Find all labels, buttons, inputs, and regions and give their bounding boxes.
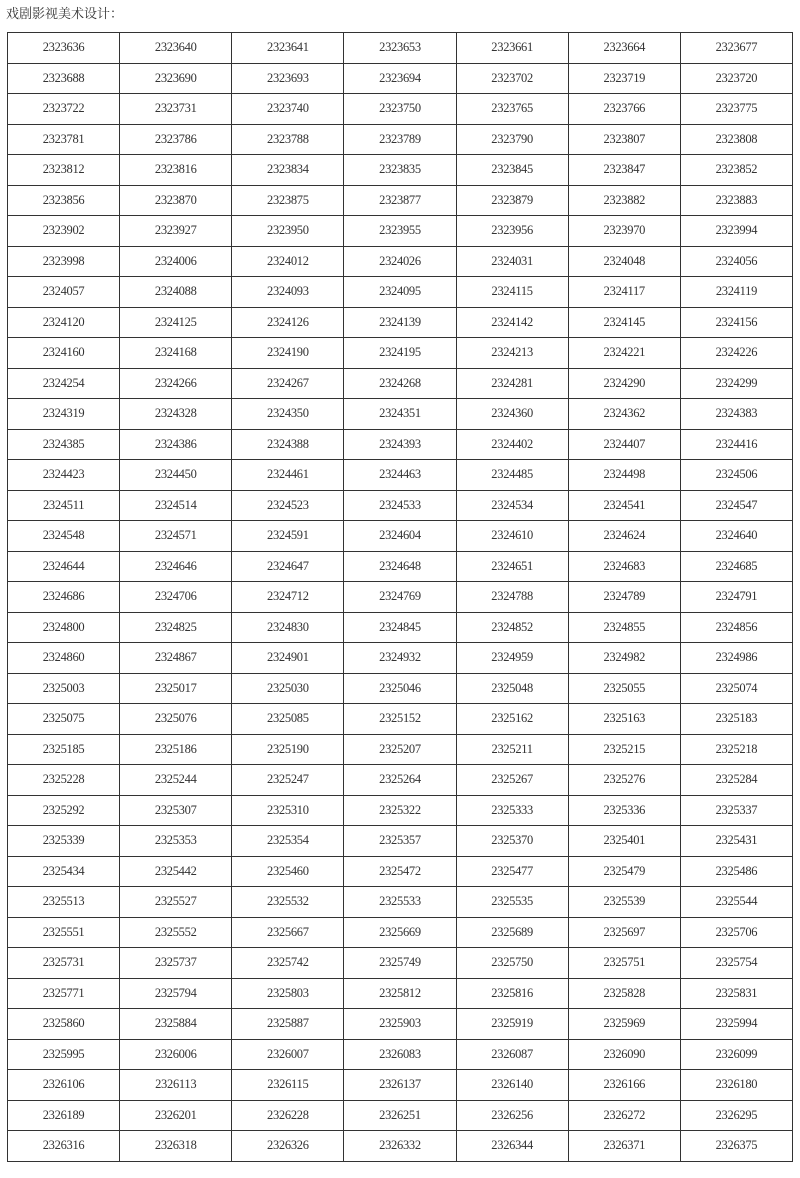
table-cell: 2324646 <box>120 551 232 582</box>
table-cell: 2324213 <box>456 338 568 369</box>
table-cell: 2324026 <box>344 246 456 277</box>
table-cell: 2323875 <box>232 185 344 216</box>
table-cell: 2323690 <box>120 63 232 94</box>
table-cell: 2325276 <box>568 765 680 796</box>
table-cell: 2324624 <box>568 521 680 552</box>
table-cell: 2325310 <box>232 795 344 826</box>
table-cell: 2325267 <box>456 765 568 796</box>
table-cell: 2325513 <box>8 887 120 918</box>
table-cell: 2324156 <box>680 307 792 338</box>
table-cell: 2324450 <box>120 460 232 491</box>
table-cell: 2325794 <box>120 978 232 1009</box>
table-cell: 2323775 <box>680 94 792 125</box>
table-cell: 2325535 <box>456 887 568 918</box>
table-cell: 2325532 <box>232 887 344 918</box>
table-cell: 2324533 <box>344 490 456 521</box>
table-cell: 2325183 <box>680 704 792 735</box>
table-cell: 2326228 <box>232 1100 344 1131</box>
table-cell: 2324683 <box>568 551 680 582</box>
table-cell: 2323740 <box>232 94 344 125</box>
table-cell: 2324571 <box>120 521 232 552</box>
table-row <box>8 643 793 674</box>
table-row <box>8 216 793 247</box>
table-cell: 2323731 <box>120 94 232 125</box>
table-cell: 2326375 <box>680 1131 792 1162</box>
table-cell: 2325228 <box>8 765 120 796</box>
table-cell: 2324386 <box>120 429 232 460</box>
table-cell: 2324393 <box>344 429 456 460</box>
table-cell: 2326251 <box>344 1100 456 1131</box>
table-cell: 2324986 <box>680 643 792 674</box>
table-row <box>8 33 793 64</box>
table-cell: 2324125 <box>120 307 232 338</box>
table-cell: 2325731 <box>8 948 120 979</box>
table-cell: 2323835 <box>344 155 456 186</box>
table-row <box>8 948 793 979</box>
table-cell: 2324221 <box>568 338 680 369</box>
table-cell: 2324031 <box>456 246 568 277</box>
table-row <box>8 1009 793 1040</box>
table-cell: 2324461 <box>232 460 344 491</box>
table-cell: 2325003 <box>8 673 120 704</box>
table-cell: 2326326 <box>232 1131 344 1162</box>
table-cell: 2325354 <box>232 826 344 857</box>
table-cell: 2323956 <box>456 216 568 247</box>
table-cell: 2324328 <box>120 399 232 430</box>
table-cell: 2325771 <box>8 978 120 1009</box>
table-cell: 2323902 <box>8 216 120 247</box>
table-cell: 2326272 <box>568 1100 680 1131</box>
table-cell: 2323807 <box>568 124 680 155</box>
table-cell: 2323664 <box>568 33 680 64</box>
table-cell: 2325442 <box>120 856 232 887</box>
table-cell: 2325995 <box>8 1039 120 1070</box>
table-row <box>8 277 793 308</box>
table-cell: 2325812 <box>344 978 456 1009</box>
table-cell: 2325055 <box>568 673 680 704</box>
table-cell: 2323781 <box>8 124 120 155</box>
table-cell: 2325370 <box>456 826 568 857</box>
table-cell: 2324644 <box>8 551 120 582</box>
table-cell: 2324268 <box>344 368 456 399</box>
table-cell: 2325431 <box>680 826 792 857</box>
table-cell: 2325816 <box>456 978 568 1009</box>
table-cell: 2323927 <box>120 216 232 247</box>
table-cell: 2324195 <box>344 338 456 369</box>
table-cell: 2324093 <box>232 277 344 308</box>
table-cell: 2326295 <box>680 1100 792 1131</box>
table-cell: 2325284 <box>680 765 792 796</box>
table-row <box>8 856 793 887</box>
table-cell: 2325742 <box>232 948 344 979</box>
table-cell: 2324117 <box>568 277 680 308</box>
table-cell: 2324856 <box>680 612 792 643</box>
table-cell: 2323720 <box>680 63 792 94</box>
table-cell: 2326106 <box>8 1070 120 1101</box>
table-row <box>8 551 793 582</box>
table-cell: 2324463 <box>344 460 456 491</box>
table-cell: 2325860 <box>8 1009 120 1040</box>
table-cell: 2323994 <box>680 216 792 247</box>
table-cell: 2324160 <box>8 338 120 369</box>
table-cell: 2326166 <box>568 1070 680 1101</box>
table-cell: 2325994 <box>680 1009 792 1040</box>
table-row <box>8 673 793 704</box>
table-cell: 2325737 <box>120 948 232 979</box>
section-title: 戏剧影视美术设计： <box>6 7 124 22</box>
table-cell: 2324706 <box>120 582 232 613</box>
table-cell: 2325337 <box>680 795 792 826</box>
table-cell: 2325307 <box>120 795 232 826</box>
table-cell: 2323661 <box>456 33 568 64</box>
table-cell: 2324057 <box>8 277 120 308</box>
table-row <box>8 521 793 552</box>
table-cell: 2324383 <box>680 399 792 430</box>
table-cell: 2323788 <box>232 124 344 155</box>
table-cell: 2323856 <box>8 185 120 216</box>
table-row <box>8 1070 793 1101</box>
table-cell: 2325247 <box>232 765 344 796</box>
table-cell: 2325322 <box>344 795 456 826</box>
table-cell: 2324860 <box>8 643 120 674</box>
table-cell: 2325749 <box>344 948 456 979</box>
table-cell: 2324982 <box>568 643 680 674</box>
table-cell: 2325357 <box>344 826 456 857</box>
table-cell: 2325544 <box>680 887 792 918</box>
table-row <box>8 63 793 94</box>
table-cell: 2323970 <box>568 216 680 247</box>
table-cell: 2324139 <box>344 307 456 338</box>
table-cell: 2324266 <box>120 368 232 399</box>
table-cell: 2324351 <box>344 399 456 430</box>
table-cell: 2324541 <box>568 490 680 521</box>
table-row <box>8 826 793 857</box>
table-cell: 2325030 <box>232 673 344 704</box>
table-cell: 2325477 <box>456 856 568 887</box>
table-cell: 2324651 <box>456 551 568 582</box>
table-cell: 2324142 <box>456 307 568 338</box>
table-cell: 2326140 <box>456 1070 568 1101</box>
table-cell: 2324534 <box>456 490 568 521</box>
table-cell: 2325211 <box>456 734 568 765</box>
table-cell: 2325185 <box>8 734 120 765</box>
table-cell: 2326087 <box>456 1039 568 1070</box>
candidate-number-table <box>7 32 793 1162</box>
table-cell: 2325336 <box>568 795 680 826</box>
table-cell: 2324498 <box>568 460 680 491</box>
table-cell: 2324825 <box>120 612 232 643</box>
table-cell: 2325803 <box>232 978 344 1009</box>
table-cell: 2325074 <box>680 673 792 704</box>
table-cell: 2324647 <box>232 551 344 582</box>
table-cell: 2324126 <box>232 307 344 338</box>
table-cell: 2325479 <box>568 856 680 887</box>
table-cell: 2324830 <box>232 612 344 643</box>
table-cell: 2325163 <box>568 704 680 735</box>
table-cell: 2323816 <box>120 155 232 186</box>
table-cell: 2324416 <box>680 429 792 460</box>
table-cell: 2324012 <box>232 246 344 277</box>
table-cell: 2323812 <box>8 155 120 186</box>
table-row <box>8 246 793 277</box>
table-cell: 2324056 <box>680 246 792 277</box>
table-cell: 2324610 <box>456 521 568 552</box>
table-cell: 2325218 <box>680 734 792 765</box>
table-cell: 2325539 <box>568 887 680 918</box>
table-row <box>8 94 793 125</box>
table-cell: 2323688 <box>8 63 120 94</box>
table-cell: 2324088 <box>120 277 232 308</box>
table-cell: 2324547 <box>680 490 792 521</box>
table-cell: 2324281 <box>456 368 568 399</box>
table-cell: 2323653 <box>344 33 456 64</box>
table-cell: 2325434 <box>8 856 120 887</box>
table-row <box>8 429 793 460</box>
table-cell: 2324640 <box>680 521 792 552</box>
table-cell: 2325152 <box>344 704 456 735</box>
table-cell: 2324299 <box>680 368 792 399</box>
table-cell: 2325472 <box>344 856 456 887</box>
table-cell: 2323702 <box>456 63 568 94</box>
table-cell: 2325486 <box>680 856 792 887</box>
table-cell: 2325076 <box>120 704 232 735</box>
table-cell: 2323750 <box>344 94 456 125</box>
table-cell: 2326189 <box>8 1100 120 1131</box>
table-row <box>8 612 793 643</box>
table-cell: 2325460 <box>232 856 344 887</box>
table-cell: 2323789 <box>344 124 456 155</box>
table-cell: 2324867 <box>120 643 232 674</box>
table-cell: 2324604 <box>344 521 456 552</box>
table-cell: 2324932 <box>344 643 456 674</box>
table-cell: 2324120 <box>8 307 120 338</box>
table-cell: 2323693 <box>232 63 344 94</box>
table-row <box>8 887 793 918</box>
table-cell: 2325706 <box>680 917 792 948</box>
table-cell: 2324959 <box>456 643 568 674</box>
table-cell: 2324145 <box>568 307 680 338</box>
table-cell: 2324788 <box>456 582 568 613</box>
table-cell: 2324402 <box>456 429 568 460</box>
table-cell: 2325046 <box>344 673 456 704</box>
table-cell: 2324514 <box>120 490 232 521</box>
table-cell: 2323847 <box>568 155 680 186</box>
table-cell: 2324485 <box>456 460 568 491</box>
table-cell: 2325215 <box>568 734 680 765</box>
table-cell: 2325689 <box>456 917 568 948</box>
table-cell: 2324006 <box>120 246 232 277</box>
table-body <box>8 33 793 1162</box>
table-cell: 2324048 <box>568 246 680 277</box>
table-cell: 2324791 <box>680 582 792 613</box>
table-cell: 2324591 <box>232 521 344 552</box>
table-cell: 2323870 <box>120 185 232 216</box>
table-cell: 2324855 <box>568 612 680 643</box>
table-cell: 2326201 <box>120 1100 232 1131</box>
table-cell: 2324290 <box>568 368 680 399</box>
table-cell: 2323677 <box>680 33 792 64</box>
table-cell: 2325190 <box>232 734 344 765</box>
table-row <box>8 765 793 796</box>
table-row <box>8 368 793 399</box>
table-cell: 2324168 <box>120 338 232 369</box>
table-cell: 2323882 <box>568 185 680 216</box>
table-cell: 2325919 <box>456 1009 568 1040</box>
table-cell: 2326083 <box>344 1039 456 1070</box>
table-row <box>8 185 793 216</box>
table-cell: 2325669 <box>344 917 456 948</box>
table-cell: 2325750 <box>456 948 568 979</box>
table-row <box>8 582 793 613</box>
table-cell: 2324362 <box>568 399 680 430</box>
table-cell: 2325551 <box>8 917 120 948</box>
table-cell: 2325754 <box>680 948 792 979</box>
table-cell: 2325667 <box>232 917 344 948</box>
table-cell: 2325292 <box>8 795 120 826</box>
table-cell: 2323766 <box>568 94 680 125</box>
table-cell: 2324388 <box>232 429 344 460</box>
table-cell: 2324385 <box>8 429 120 460</box>
table-cell: 2324845 <box>344 612 456 643</box>
table-cell: 2323641 <box>232 33 344 64</box>
table-cell: 2326090 <box>568 1039 680 1070</box>
table-cell: 2326006 <box>120 1039 232 1070</box>
table-cell: 2325697 <box>568 917 680 948</box>
table-row <box>8 124 793 155</box>
table-cell: 2325085 <box>232 704 344 735</box>
table-cell: 2325527 <box>120 887 232 918</box>
table-cell: 2324511 <box>8 490 120 521</box>
table-cell: 2326318 <box>120 1131 232 1162</box>
table-cell: 2326113 <box>120 1070 232 1101</box>
table-cell: 2325353 <box>120 826 232 857</box>
table-cell: 2326316 <box>8 1131 120 1162</box>
table-cell: 2324789 <box>568 582 680 613</box>
table-cell: 2324190 <box>232 338 344 369</box>
table-cell: 2325339 <box>8 826 120 857</box>
table-row <box>8 917 793 948</box>
table-cell: 2324852 <box>456 612 568 643</box>
table-cell: 2326332 <box>344 1131 456 1162</box>
table-cell: 2326256 <box>456 1100 568 1131</box>
table-cell: 2324800 <box>8 612 120 643</box>
table-cell: 2323879 <box>456 185 568 216</box>
table-cell: 2323955 <box>344 216 456 247</box>
table-cell: 2324407 <box>568 429 680 460</box>
table-cell: 2324360 <box>456 399 568 430</box>
table-cell: 2324769 <box>344 582 456 613</box>
table-cell: 2323786 <box>120 124 232 155</box>
table-cell: 2323852 <box>680 155 792 186</box>
table-row <box>8 338 793 369</box>
table-cell: 2325401 <box>568 826 680 857</box>
table-cell: 2325533 <box>344 887 456 918</box>
table-cell: 2324095 <box>344 277 456 308</box>
table-cell: 2324548 <box>8 521 120 552</box>
table-cell: 2325751 <box>568 948 680 979</box>
table-cell: 2325903 <box>344 1009 456 1040</box>
table-cell: 2324423 <box>8 460 120 491</box>
table-cell: 2325048 <box>456 673 568 704</box>
table-cell: 2324648 <box>344 551 456 582</box>
table-cell: 2325075 <box>8 704 120 735</box>
table-cell: 2324712 <box>232 582 344 613</box>
table-cell: 2326007 <box>232 1039 344 1070</box>
table-cell: 2323998 <box>8 246 120 277</box>
table-cell: 2324506 <box>680 460 792 491</box>
table-cell: 2325017 <box>120 673 232 704</box>
table-cell: 2324267 <box>232 368 344 399</box>
table-cell: 2326344 <box>456 1131 568 1162</box>
table-cell: 2324319 <box>8 399 120 430</box>
table-cell: 2324254 <box>8 368 120 399</box>
table-row <box>8 399 793 430</box>
table-cell: 2324686 <box>8 582 120 613</box>
table-cell: 2324685 <box>680 551 792 582</box>
table-cell: 2323765 <box>456 94 568 125</box>
table-row <box>8 490 793 521</box>
table-cell: 2326137 <box>344 1070 456 1101</box>
table-cell: 2326180 <box>680 1070 792 1101</box>
table-cell: 2326099 <box>680 1039 792 1070</box>
table-cell: 2323719 <box>568 63 680 94</box>
table-cell: 2325333 <box>456 795 568 826</box>
table-row <box>8 1039 793 1070</box>
table-cell: 2323808 <box>680 124 792 155</box>
table-cell: 2325552 <box>120 917 232 948</box>
table-cell: 2325244 <box>120 765 232 796</box>
table-cell: 2323640 <box>120 33 232 64</box>
table-cell: 2324226 <box>680 338 792 369</box>
table-cell: 2325828 <box>568 978 680 1009</box>
table-cell: 2323834 <box>232 155 344 186</box>
table-cell: 2323722 <box>8 94 120 125</box>
table-cell: 2323636 <box>8 33 120 64</box>
table-cell: 2325831 <box>680 978 792 1009</box>
table-row <box>8 978 793 1009</box>
table-cell: 2324350 <box>232 399 344 430</box>
table-cell: 2325884 <box>120 1009 232 1040</box>
table-cell: 2325887 <box>232 1009 344 1040</box>
table-cell: 2323950 <box>232 216 344 247</box>
table-cell: 2323877 <box>344 185 456 216</box>
table-cell: 2325264 <box>344 765 456 796</box>
table-cell: 2324901 <box>232 643 344 674</box>
table-row <box>8 795 793 826</box>
table-cell: 2323845 <box>456 155 568 186</box>
table-row <box>8 704 793 735</box>
table-cell: 2326371 <box>568 1131 680 1162</box>
table-row <box>8 734 793 765</box>
table-cell: 2324115 <box>456 277 568 308</box>
table-row <box>8 1131 793 1162</box>
table-row <box>8 155 793 186</box>
table-cell: 2324523 <box>232 490 344 521</box>
table-cell: 2323790 <box>456 124 568 155</box>
table-cell: 2325207 <box>344 734 456 765</box>
table-cell: 2325969 <box>568 1009 680 1040</box>
table-cell: 2324119 <box>680 277 792 308</box>
table-cell: 2323694 <box>344 63 456 94</box>
table-cell: 2325162 <box>456 704 568 735</box>
table-cell: 2323883 <box>680 185 792 216</box>
table-row <box>8 307 793 338</box>
table-row <box>8 1100 793 1131</box>
table-cell: 2325186 <box>120 734 232 765</box>
table-cell: 2326115 <box>232 1070 344 1101</box>
table-row <box>8 460 793 491</box>
